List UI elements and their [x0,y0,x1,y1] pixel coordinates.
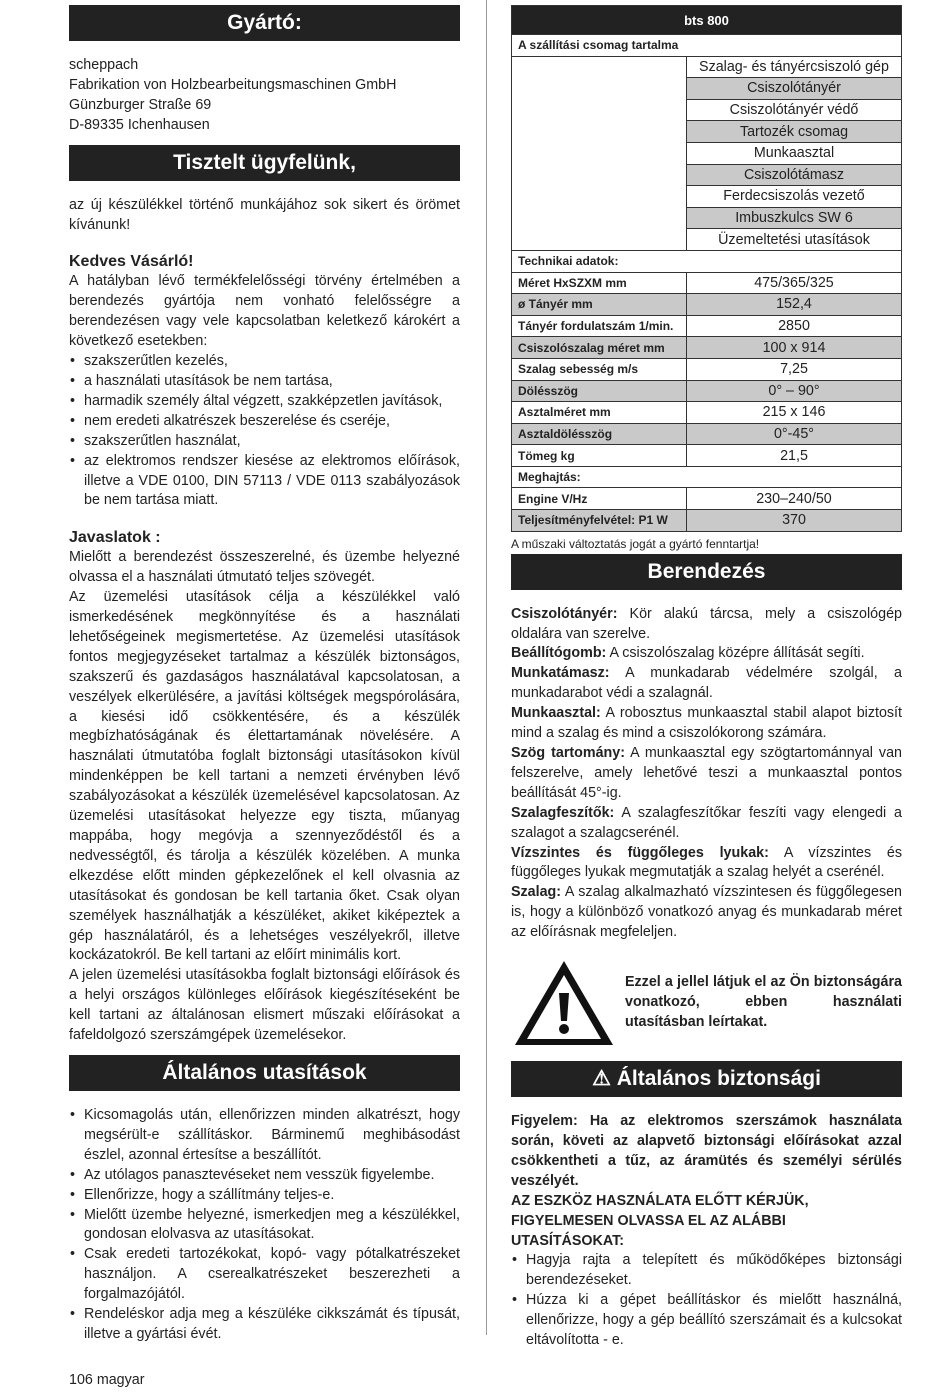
equipment-item [511,804,902,844]
safety-heading [511,1061,902,1097]
tech-value: 0° – 90° [687,380,902,402]
package-item: Ferdecsiszolás vezető [687,186,902,208]
equipment-term: Munkatámasz: [511,665,610,682]
equipment-heading: Berendezés [511,554,902,590]
package-item: Imbuszkulcs SW 6 [687,207,902,229]
tips-paragraph: A jelen üzemelési utasításokba foglalt biztonsági előírások és a helyi országos különleges előírások kiegészítéseként be kell tartani az általánosan elismert műszaki előírásokat a fafeldolgozó szerszámgépek üzemelésekor. [69,967,460,1044]
address-line: D-89335 Ichenhausen [69,116,210,133]
maker-heading: Gyártó: [69,5,460,41]
customer-text: az új készülékkel történő munkájához sok sikert és örömet kívánunk! [69,196,460,233]
tech-label: Asztalméret mm [512,402,687,424]
package-item: Csiszolótányér védő [687,99,902,121]
package-item: Szalag- és tányércsiszoló gép [687,56,902,78]
list-item: • Ellenőrizze, hogy a szállítmány teljes-e. [69,1186,460,1206]
page-footer: 106 magyar [69,1372,145,1388]
equipment-term: Szalagfeszítők: [511,804,615,821]
list-item: • Húzza ki a gépet beállításkor és mielőtt használná, ellenőrizze, hogy a gép beállító szerszámait és a kulcsokat eltávolította - e. [511,1291,902,1351]
left-column [69,0,460,1345]
equipment-desc: A szalagfeszítőkar feszíti vagy elengedi a szalagot a szalagcserénél. [511,804,902,841]
warning-block [511,957,902,1049]
list-item: • Mielőtt üzembe helyezné, ismerkedjen meg a készülékkel, gondosan elolvasva az utasításokat. [69,1206,460,1246]
equipment-item [511,704,902,744]
tech-value: 215 x 146 [687,402,902,424]
list-item: • Rendeléskor adja meg a készüléke cikkszámát és típusát, illetve a gyártási évét. [69,1305,460,1345]
address-line: Günzburger Straße 69 [69,96,212,113]
address-line: scheppach [69,57,139,73]
customer-heading: Tisztelt ügyfelünk, [69,145,460,181]
tech-value: 0°-45° [687,423,902,445]
equipment-desc: A munkaasztal egy szögtartománnyal van felszerelve, amely lehetővé teszi a munkaasztal pontos beállítását 45°-ig. [511,745,902,801]
equipment-term: Szög tartomány: [511,745,625,761]
tech-heading: Technikai adatok: [512,250,902,272]
equipment-list [511,605,902,943]
tips-heading: Javaslatok : [69,529,161,547]
tech-label: Méret HxSZXM mm [512,272,687,294]
equipment-desc: Kör alakú tárcsa, mely a csiszológép oldalára van szerelve. [511,605,902,642]
tips-paragraph: Mielőtt a berendezést összeszerelné, és üzembe helyezné olvassa el a használati útmutató teljes szövegét. [69,549,460,586]
general-list [69,1106,460,1345]
safety-list [511,1251,902,1351]
tech-value: 2850 [687,315,902,337]
equipment-term: Beállítógomb: [511,645,607,662]
package-blank-cell [512,56,687,250]
liability-text: A hatályban lévő termékfelelősségi törvény értelmében a berendezés gyártója nem vonható felelősségre a berendezésen vagy vele kapcsolatban keletkező károkért a következő esetekben: [69,273,460,350]
list-item: • az elektromos rendszer kiesése az elektromos előírások, illetve a VDE 0100, DIN 57113 / VDE 0113 szabályozások be nem tartása miatt. [69,452,460,512]
tech-label: Szalag sebesség m/s [512,358,687,380]
warning-text: Ezzel a jellel látjuk el az Ön biztonságára vonatkozó, ebben használati utasításban leírtakat. [625,974,902,1031]
equipment-term: Munkaasztal: [511,705,601,722]
equipment-term: Vízszintes és függőleges lyukak: [511,844,769,861]
tech-label: Tömeg kg [512,445,687,467]
list-item: • Csak eredeti tartozékokat, kopó- vagy pótalkatrészeket használjon. A cserealkatrészeket beszerezheti a forgalmazójától. [69,1245,460,1305]
list-item: • a használati utasítások be nem tartása, [69,372,460,392]
tech-value: 152,4 [687,294,902,316]
dear-heading: Kedves Vásárló! [69,253,194,271]
equipment-term: Csiszolótányér: [511,605,618,622]
equipment-desc: A vízszintes és függőleges lyukak megmutatják a szalag helyét a cserénél. [511,844,902,881]
equipment-term: Szalag: [511,884,562,901]
list-item: • harmadik személy által végzett, szakképzetlen javítások, [69,392,460,412]
maker-address [69,56,460,136]
liability-list [69,352,460,511]
tips-paragraph: Az üzemelési utasítások célja a készülékkel való ismerkedésének megkönnyítése és a használati lehetőségeinek megismertetése. Az üzemelési utasítások fontos megjegyzéseket tartalmaz a készülék biztonságos, szakszerű és gazdaságos használatával kapcsolatosan, a veszélyek elkerülésére, a javítási költségek megspórolására, a kiesési idő csökkentésére, és a készülék megbízhatóságának és élettartamának növelésére. A használati útmutatóba foglalt biztonsági utasításokon kívül mindenképpen be kell tartani a nemzeti érvényben lévő szabályozásokat a készülék üzemelésével kapcsolatosan. Az üzemelési utasításokat helyezze egy tiszta, műanyag mappába, hogy megóvja a szennyeződéstől és a nedvességtől, és tárolja a készülék közelében. A munka elkezdése előtt minden gépkezelőnek el kell olvasnia az utasításokat és gondosan be kell tartania őket. Csak olyan személyek használhatják a készüléket, akiket kiképeztek a gép használatáról, és a lehetséges veszélyekről, illetve kockázatokról. Be kell tartani az előírt minimális kort. [69,589,460,964]
list-item: • szakszerűtlen használat, [69,432,460,452]
spec-table [511,5,902,532]
package-item: Csiszolótányér [687,78,902,100]
warning-triangle-icon [511,957,617,1049]
drive-label: Engine V/Hz [512,488,687,510]
column-divider [486,0,487,1335]
tech-label: Dölésszög [512,380,687,402]
tech-label: ø Tányér mm [512,294,687,316]
safety-caps: AZ ESZKÖZ HASZNÁLATA ELŐTT KÉRJÜK, FIGYELMESEN OLVASSA EL AZ ALÁBBI UTASÍTÁSOKAT: [511,1192,809,1249]
equipment-item [511,844,902,884]
equipment-item [511,883,902,943]
package-item: Tartozék csomag [687,121,902,143]
safety-attention: Figyelem: Ha az elektromos szerszámok használata során, követi az alapvető biztonsági előírásokat azzal csökkentheti a tűz, az áramütés és személyi sérülés veszélyét. [511,1113,902,1189]
tech-label: Csiszolószalag méret mm [512,337,687,359]
table-note: A műszaki változtatás jogát a gyártó fenntartja! [511,536,760,551]
drive-value: 230–240/50 [687,488,902,510]
package-item: Üzemeltetési utasítások [687,229,902,251]
list-item: • Kicsomagolás után, ellenőrizzen minden alkatrészt, hogy megsérült-e szállításkor. Bárminemű meghibásodást észlel, azonnal értesítse a beszállítót. [69,1106,460,1166]
tech-value: 21,5 [687,445,902,467]
equipment-desc: A robosztus munkaasztal stabil alapot biztosít mind a szalag és mind a csiszolókorong számára. [511,705,902,742]
equipment-item [511,605,902,645]
equipment-item [511,744,902,804]
safety-title: Általános biztonsági [616,1067,821,1091]
package-item: Csiszolótámasz [687,164,902,186]
package-heading: A szállítási csomag tartalma [512,35,902,57]
equipment-item [511,664,902,704]
drive-label: Teljesítményfelvétel: P1 W [512,510,687,532]
equipment-desc: A munkadarab védelmére szolgál, a munkadarabot védi a szalagnál. [511,665,902,702]
list-item: • Hagyja rajta a telepített és működőképes biztonsági berendezéseket. [511,1251,902,1291]
list-item: • nem eredeti alkatrészek beszerelése és cseréje, [69,412,460,432]
tech-value: 475/365/325 [687,272,902,294]
tech-label: Tányér fordulatszám 1/min. [512,315,687,337]
equipment-desc: A szalag alkalmazható vízszintesen és függőlegesen is, hogy a különböző vonatkozó anyag és munkadarab méret az előírásnak megfeleljen. [511,884,902,941]
equipment-item [511,644,902,664]
general-heading: Általános utasítások [69,1055,460,1091]
drive-heading: Meghajtás: [512,466,902,488]
list-item: • Az utólagos panasztevéseket nem vesszük figyelembe. [69,1166,460,1186]
tech-value: 7,25 [687,358,902,380]
package-item: Munkaasztal [687,142,902,164]
warning-small-icon: ⚠ [592,1067,611,1091]
equipment-desc: A csiszolószalag középre állítását segíti. [606,645,865,662]
tech-value: 100 x 914 [687,337,902,359]
tech-label: Asztaldölésszög [512,423,687,445]
drive-value: 370 [687,510,902,532]
list-item: • szakszerűtlen kezelés, [69,352,460,372]
right-column [511,0,902,1351]
model-header: bts 800 [512,6,902,35]
address-line: Fabrikation von Holzbearbeitungsmaschinen GmbH [69,76,397,93]
